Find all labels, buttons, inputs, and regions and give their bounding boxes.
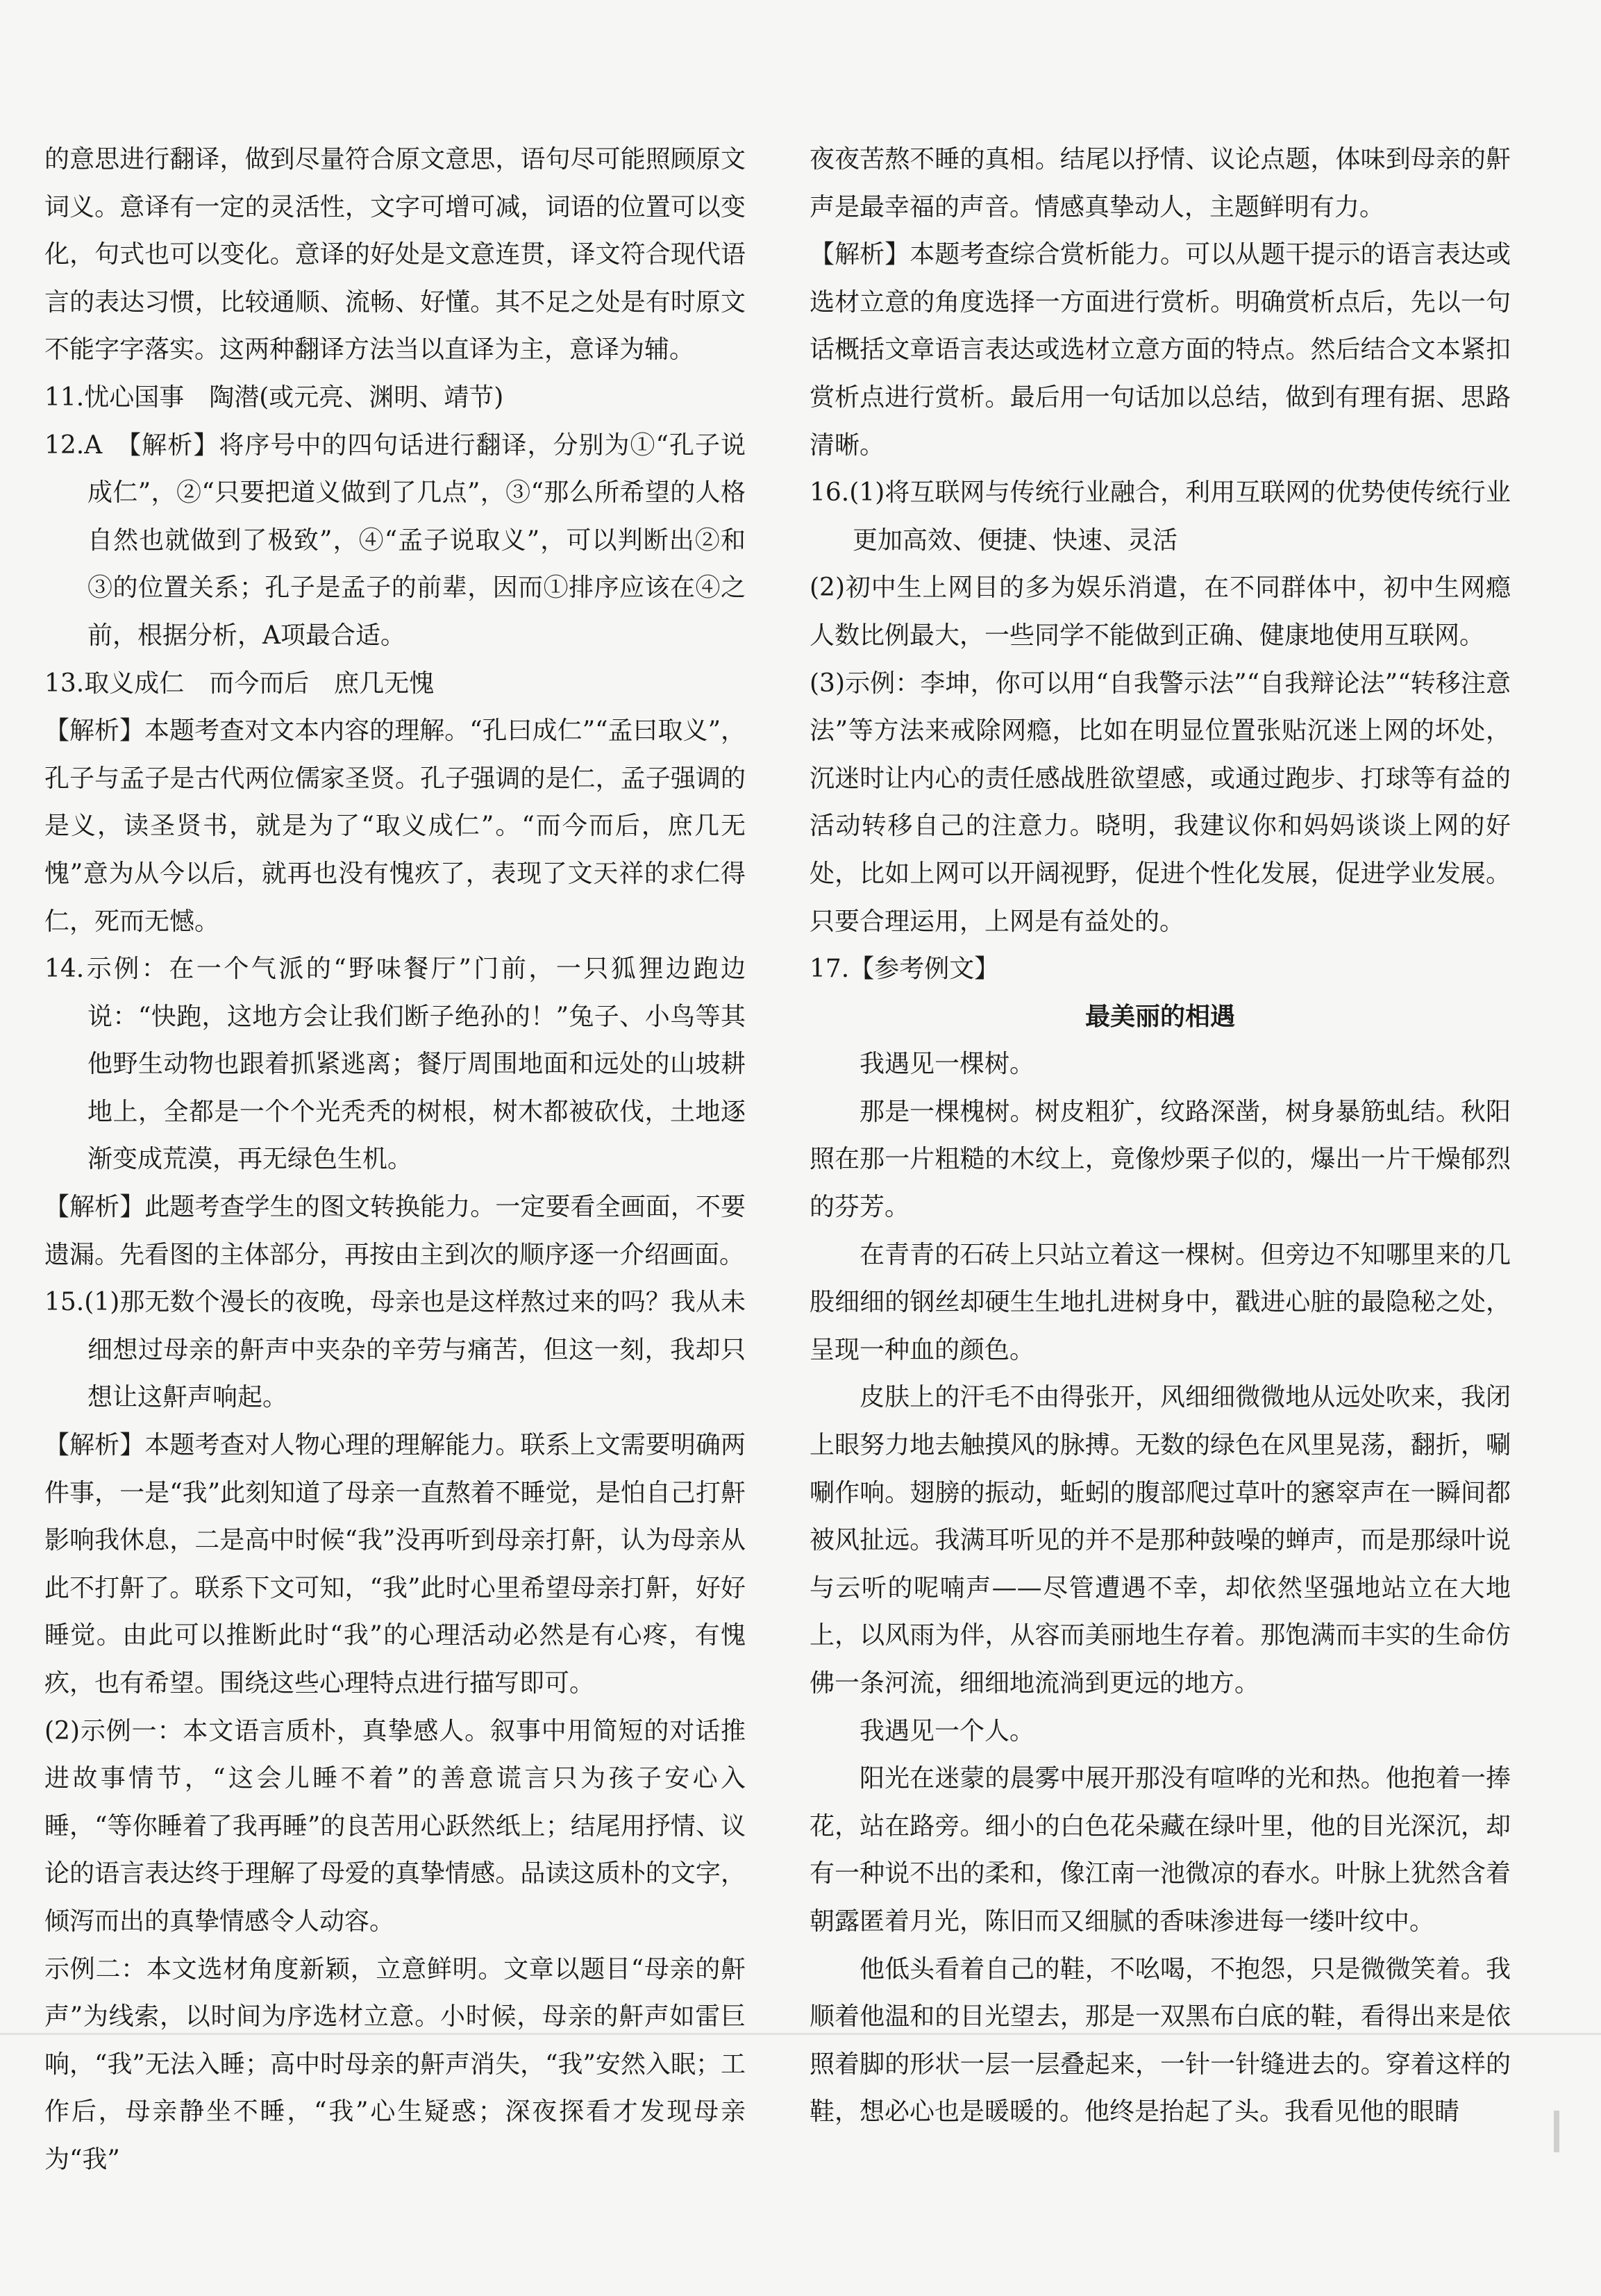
answer-15-2-example-1: (2)示例一：本文语言质朴，真挚感人。叙事中用简短的对话推进故事情节，“这会儿睡不着”的善意谎言只为孩子安心入睡，“等你睡着了我再睡”的良苦用心跃然纸上；结尾用抒情、议论的语言表达终于理解了母爱的真挚情感。品读这质朴的文字，倾泻而出的真挚情感令人动容。	[44, 1716, 746, 1936]
right-column	[810, 136, 1511, 2136]
essay-paragraph: 皮肤上的汗毛不由得张开，风细细微微地从远处吹来，我闭上眼努力地去触摸风的脉搏。无数的绿色在风里晃荡，翻折，唰唰作响。翅膀的振动，蚯蚓的腹部爬过草叶的窸窣声在一瞬间都被风扯远。我满耳听见的并不是那种鼓噪的蝉声，而是那绿叶说与云听的呢喃声——尽管遭遇不幸，却依然坚强地站立在大地上，以风雨为伴，从容而美丽地生存着。那饱满而丰实的生命仿佛一条河流，细细地流淌到更远的地方。	[810, 1383, 1511, 1698]
analysis-15-1: 【解析】本题考查对人物心理的理解能力。联系上文需要明确两件事，一是“我”此刻知道了母亲一直熬着不睡觉，是怕自己打鼾影响我休息，二是高中时候“我”没再听到母亲打鼾，认为母亲从此不打鼾了。联系下文可知，“我”此时心里希望母亲打鼾，好好睡觉。由此可以推断此时“我”的心理活动必然是有心疼，有愧疚，也有希望。围绕这些心理特点进行描写即可。	[44, 1431, 746, 1698]
essay-title: 最美丽的相遇	[1084, 1002, 1235, 1031]
essay-paragraph: 我遇见一棵树。	[860, 1050, 1035, 1079]
binding-edge-mark	[1554, 2111, 1559, 2152]
answer-11: 11.忧心国事 陶潜(或元亮、渊明、靖节)	[44, 383, 504, 412]
essay-paragraph: 我遇见一个人。	[860, 1716, 1035, 1745]
answer-17-heading: 17.【参考例文】	[810, 955, 1000, 984]
essay-paragraph: 阳光在迷蒙的晨雾中展开那没有喧哗的光和热。他抱着一捧花，站在路旁。细小的白色花朵藏在绿叶里，他的目光深沉，却有一种说不出的柔和，像江南一池微凉的春水。叶脉上犹然含着朝露匿着月光，陈旧而又细腻的香味渗进每一缕叶纹中。	[810, 1764, 1511, 1936]
answer-15-2-example-2: 示例二：本文选材角度新颖，立意鲜明。文章以题目“母亲的鼾声”为线索，以时间为序选材立意。小时候，母亲的鼾声如雷巨响，“我”无法入睡；高中时母亲的鼾声消失，“我”安然入眠；工作后，母亲静坐不睡，“我”心生疑惑；深夜探看才发现母亲为“我”	[44, 1954, 746, 2174]
answer-14: 14.示例：在一个气派的“野味餐厅”门前，一只狐狸边跑边说：“快跑，这地方会让我们断子绝孙的！”兔子、小鸟等其他野生动物也跟着抓紧逃离；餐厅周围地面和远处的山坡耕地上，全都是一个个光秃秃的树根，树木都被砍伐，土地逐渐变成荒漠，再无绿色生机。	[44, 955, 746, 1174]
translation-method-note: 的意思进行翻译，做到尽量符合原文意思，语句尽可能照顾原文词义。意译有一定的灵活性，文字可增可减，词语的位置可以变化，句式也可以变化。意译的好处是文意连贯，译文符合现代语言的表达习惯，比较通顺、流畅、好懂。其不足之处是有时原文不能字字落实。这两种翻译方法当以直译为主，意译为辅。	[44, 145, 746, 364]
essay-paragraph: 他低头看着自己的鞋，不吆喝，不抱怨，只是微微笑着。我顺着他温和的目光望去，那是一双黑布白底的鞋，看得出来是依照着脚的形状一层一层叠起来，一针一针缝进去的。穿着这样的鞋，想必心也是暖暖的。他终是抬起了头。我看见他的眼睛	[810, 1954, 1511, 2127]
answer-15-1: 15.(1)那无数个漫长的夜晚，母亲也是这样熬过来的吗？我从未细想过母亲的鼾声中夹杂的辛劳与痛苦，但这一刻，我却只想让这鼾声响起。	[44, 1288, 746, 1412]
page-fold-line	[0, 2033, 1601, 2035]
answer-12: 12.A 【解析】将序号中的四句话进行翻译，分别为①“孔子说成仁”，②“只要把道义做到了几点”，③“那么所希望的人格自然也就做到了极致”，④“孟子说取义”，可以判断出②和③的位置关系；孔子是孟子的前辈，因而①排序应该在④之前，根据分析，A项最合适。	[44, 430, 746, 650]
answer-16-1: 16.(1)将互联网与传统行业融合，利用互联网的优势使传统行业更加高效、便捷、快速、灵活	[810, 478, 1511, 555]
answer-16-2: (2)初中生上网目的多为娱乐消遣，在不同群体中，初中生网瘾人数比例最大，一些同学不能做到正确、健康地使用互联网。	[810, 573, 1511, 650]
analysis-13: 【解析】本题考查对文本内容的理解。“孔曰成仁”“孟曰取义”，孔子与孟子是古代两位儒家圣贤。孔子强调的是仁，孟子强调的是义，读圣贤书，就是为了“取义成仁”。“而今而后，庶几无愧”意为从今以后，就再也没有愧疚了，表现了文天祥的求仁得仁，死而无憾。	[44, 717, 746, 936]
analysis-15-2: 【解析】本题考查综合赏析能力。可以从题干提示的语言表达或选材立意的角度选择一方面进行赏析。明确赏析点后，先以一句话概括文章语言表达或选材立意方面的特点。然后结合文本紧扣赏析点进行赏析。最后用一句话加以总结，做到有理有据、思路清晰。	[810, 240, 1511, 460]
analysis-14: 【解析】此题考查学生的图文转换能力。一定要看全画面，不要遗漏。先看图的主体部分，再按由主到次的顺序逐一介绍画面。	[44, 1193, 746, 1269]
answer-15-2-continued: 夜夜苦熬不睡的真相。结尾以抒情、议论点题，体味到母亲的鼾声是最幸福的声音。情感真挚动人，主题鲜明有力。	[810, 145, 1511, 221]
answer-16-3: (3)示例：李坤，你可以用“自我警示法”“自我辩论法”“转移注意法”等方法来戒除网瘾，比如在明显位置张贴沉迷上网的坏处，沉迷时让内心的责任感战胜欲望感，或通过跑步、打球等有益的活动转移自己的注意力。晓明，我建议你和妈妈谈谈上网的好处，比如上网可以开阔视野，促进个性化发展，促进学业发展。只要合理运用，上网是有益处的。	[810, 669, 1511, 936]
essay-paragraph: 那是一棵槐树。树皮粗犷，纹路深凿，树身暴筋虬结。秋阳照在那一片粗糙的木纹上，竟像炒栗子似的，爆出一片干燥郁烈的芬芳。	[810, 1097, 1511, 1222]
answer-13: 13.取义成仁 而今而后 庶几无愧	[44, 669, 435, 698]
left-column	[44, 136, 746, 2184]
essay-paragraph: 在青青的石砖上只站立着这一棵树。但旁边不知哪里来的几股细细的钢丝却硬生生地扎进树身中，戳进心脏的最隐秘之处，呈现一种血的颜色。	[810, 1240, 1511, 1364]
